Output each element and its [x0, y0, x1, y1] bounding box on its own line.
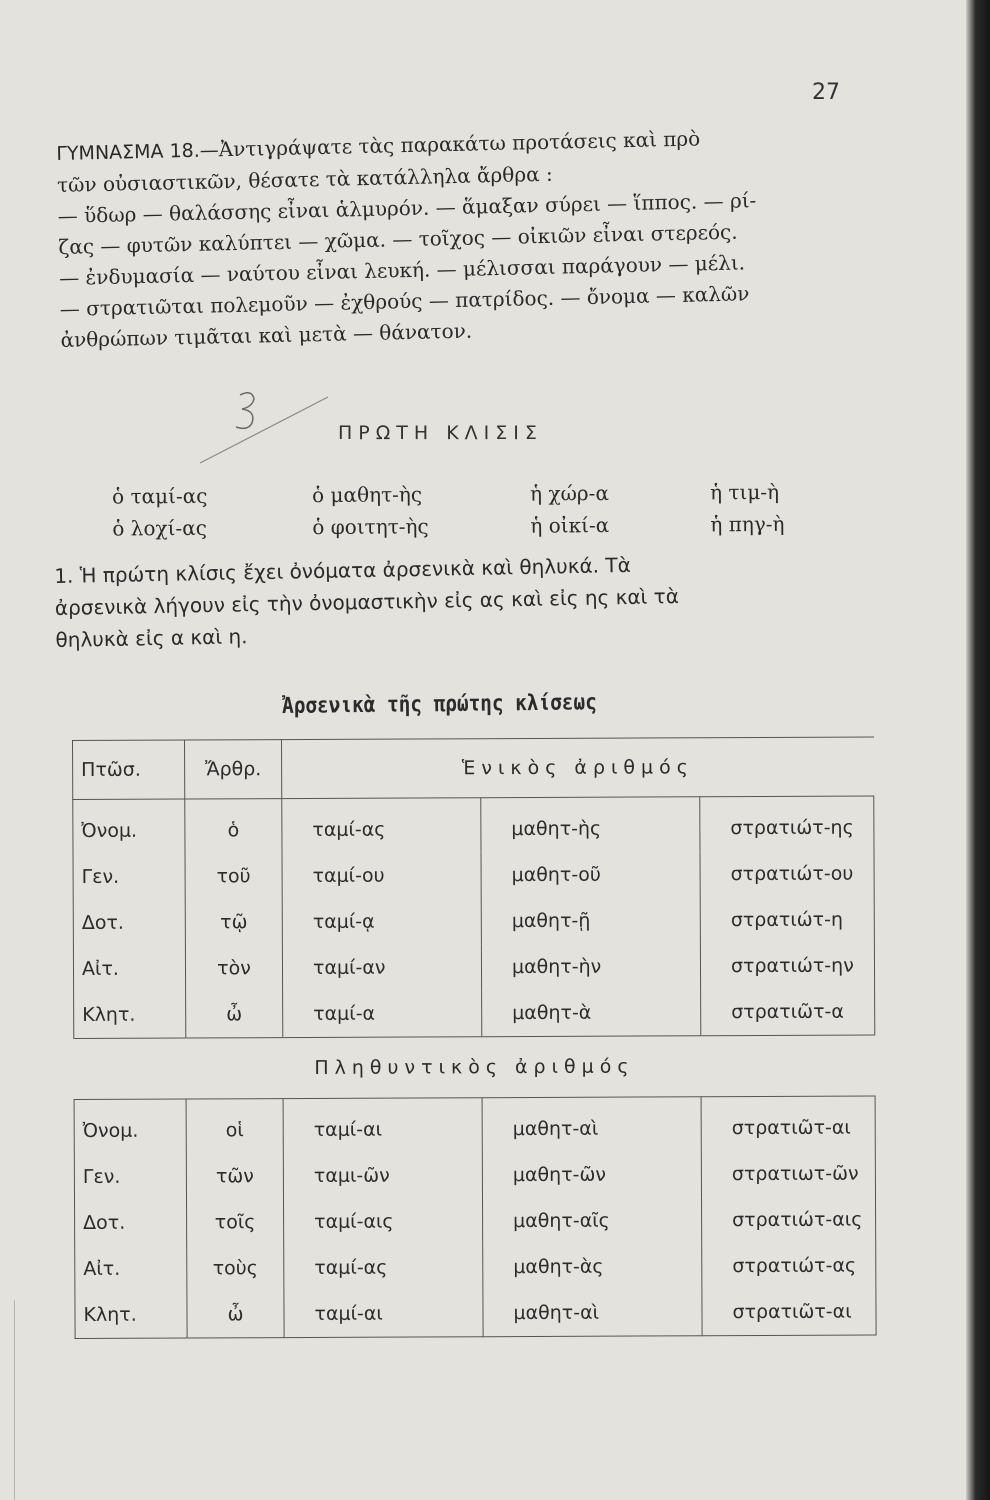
stratiotis-cell: στρατιώτ-ης [700, 796, 874, 851]
examples-column [710, 476, 785, 541]
tamias-cell: ταμί-ας [284, 1244, 483, 1291]
scan-edge [966, 0, 990, 1500]
example-word: ὁ φοιτητ-ὴς [312, 514, 429, 540]
example-word: ἡ οἰκί-α [530, 513, 610, 538]
exercise-line: Ἀντιγράψατε τὰς παρακάτω προτάσεις καὶ πρὸ [218, 126, 701, 162]
stratiotis-cell: στρατιώτ-η [700, 897, 874, 944]
rule-line: θηλυκὰ εἰς α καὶ η. [55, 624, 248, 652]
tamias-cell: ταμί-ου [282, 852, 481, 899]
exercise-heading: ΓΥΜΝΑΣΜΑ 18.— [56, 139, 220, 165]
rule-line: 1. Ἡ πρώτη κλίσις ἔχει ὀνόματα ἀρσενικὰ καὶ θηλυκά. Τὰ [54, 552, 631, 588]
table-row [74, 1150, 875, 1199]
examples-column [530, 477, 609, 542]
mathitis-cell: μαθητ-ὴν [481, 943, 700, 990]
example-word: ἡ χώρ-α [530, 481, 609, 506]
exercise-line: — ἐνδυμασία — ναύτου εἶναι λευκή. — μέλισσαι παράγουν — μέλι. [58, 250, 746, 290]
stratiotis-cell: στρατιῶτ-α [701, 989, 875, 1036]
case-cell: Αἰτ. [75, 1246, 187, 1292]
tamias-cell: ταμί-αι [284, 1290, 483, 1337]
table-row [75, 1242, 876, 1291]
case-cell: Γεν. [74, 1154, 186, 1200]
stratiotis-cell: στρατιώτ-ην [700, 943, 874, 990]
table-row [73, 943, 874, 992]
plural-section-row [74, 1035, 875, 1099]
tamias-cell: ταμί-αν [282, 944, 481, 991]
table-row [73, 851, 874, 900]
article-cell: τῶν [186, 1153, 283, 1199]
example-word: ὁ ταμί-ας [112, 483, 208, 509]
case-cell: Γεν. [73, 854, 185, 900]
header-case: Πτῶσ. [73, 740, 185, 799]
table-row [74, 989, 875, 1039]
article-cell: ὦ [187, 1291, 284, 1338]
stratiotis-cell: στρατιῶτ-αι [701, 1096, 875, 1151]
example-word: ὁ λοχί-ας [112, 515, 207, 541]
exercise-line: ζας — φυτῶν καλύπτει — χῶμα. — τοῖχος — οἰκιῶν εἶναι στερεός. [58, 219, 738, 259]
example-word: ἡ πηγ-ὴ [710, 511, 785, 537]
mathitis-cell: μαθητ-ὰς [483, 1243, 702, 1290]
examples-block [112, 475, 832, 541]
exercise-block [56, 120, 861, 356]
case-cell: Ὀνομ. [74, 1099, 186, 1154]
article-cell: τοῖς [187, 1199, 284, 1245]
mathitis-cell: μαθητ-οῦ [481, 851, 700, 898]
article-cell: τῷ [185, 899, 282, 945]
rule-paragraph [54, 544, 876, 656]
exercise-line: ἀνθρώπων τιμᾶται καὶ μετὰ — θάνατον. [60, 318, 473, 352]
table-row [75, 1288, 876, 1338]
mathitis-cell: μαθητ-αῖς [483, 1197, 702, 1244]
examples-column [312, 478, 429, 543]
article-cell: ὁ [185, 799, 282, 854]
header-article: Ἄρθρ. [185, 740, 282, 799]
exercise-line: τῶν οὐσιαστικῶν, θέσατε τὰ κατάλληλα ἄρθρα : [56, 161, 553, 197]
tamias-cell: ταμί-ᾳ [282, 898, 481, 945]
case-cell: Δοτ. [75, 1200, 187, 1246]
case-cell: Αἰτ. [73, 946, 185, 992]
section-title: ΠΡΩΤΗ ΚΛΙΣΙΣ [338, 422, 543, 444]
tamias-cell: ταμί-αι [283, 1098, 482, 1153]
table-row [74, 1096, 875, 1154]
exercise-line: — στρατιῶται πολεμοῦν — ἐχθρούς — πατρίδος. — ὄνομα — καλῶν [59, 281, 750, 321]
tamias-cell: ταμί-αις [284, 1198, 483, 1245]
table-row [73, 897, 874, 946]
article-cell: τοὺς [187, 1245, 284, 1291]
mathitis-cell: μαθητ-ῶν [482, 1151, 701, 1198]
plural-label: Πληθυντικὸς ἀριθμός [74, 1035, 875, 1099]
case-cell: Ὀνομ. [73, 799, 185, 854]
article-cell: οἱ [186, 1099, 283, 1154]
exercise-line: — ὕδωρ — θαλάσσης εἶναι ἁλμυρόν. — ἅμαξαν σύρει — ἵππος. — ρί- [57, 188, 757, 228]
examples-column [112, 480, 208, 545]
mathitis-cell: μαθητ-αὶ [482, 1097, 701, 1152]
tamias-cell: ταμί-ας [282, 798, 481, 853]
stratiotis-cell: στρατιώτ-ας [702, 1242, 876, 1289]
mathitis-cell: μαθητ-ὴς [481, 797, 700, 852]
mathitis-cell: μαθητ-ὰ [482, 989, 701, 1036]
case-cell: Κλητ. [75, 1292, 187, 1339]
page-number: 27 [812, 80, 840, 105]
stratiotis-cell: στρατιώτ-αις [702, 1196, 876, 1243]
rule-line: ἀρσενικὰ λήγουν εἰς τὴν ὀνομαστικὴν εἰς ας καὶ εἰς ης καὶ τὰ [54, 584, 680, 620]
stratiotis-cell: στρατιῶτ-αι [702, 1288, 876, 1335]
declension-table-wrapper [72, 737, 877, 1339]
stratiotis-cell: στρατιωτ-ῶν [701, 1150, 875, 1197]
header-singular-number: Ἑνικὸς ἀριθμός [282, 737, 874, 799]
mathitis-cell: μαθητ-αὶ [483, 1289, 702, 1336]
table-row [75, 1196, 876, 1245]
article-cell: ὦ [186, 991, 283, 1038]
binding-edge [0, 1300, 15, 1500]
table-header-row [73, 737, 874, 799]
example-word: ἡ τιμ-ὴ [710, 479, 780, 505]
mathitis-cell: μαθητ-ῇ [481, 897, 700, 944]
article-cell: τοῦ [185, 853, 282, 899]
pencil-annotation [200, 385, 330, 465]
article-cell: τὸν [185, 945, 282, 991]
example-word: ὁ μαθητ-ὴς [312, 482, 423, 508]
table-row [73, 796, 874, 854]
declension-table [72, 737, 877, 1339]
case-cell: Δοτ. [73, 900, 185, 946]
stratiotis-cell: στρατιώτ-ου [700, 851, 874, 898]
table-title: Ἀρσενικὰ τῆς πρώτης κλίσεως [282, 690, 597, 719]
case-cell: Κλητ. [74, 992, 186, 1039]
tamias-cell: ταμί-α [283, 990, 482, 1037]
tamias-cell: ταμι-ῶν [283, 1152, 482, 1199]
